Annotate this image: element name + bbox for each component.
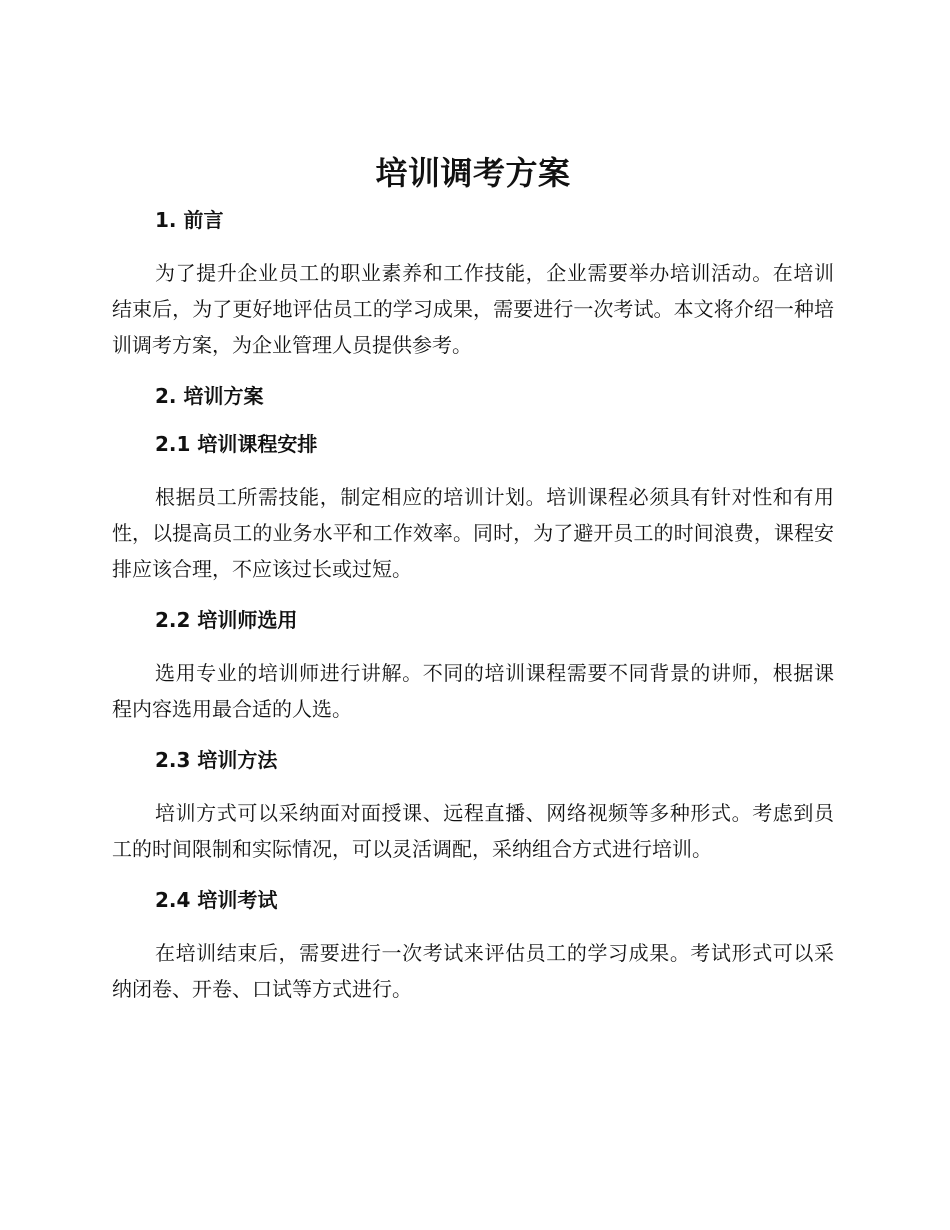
section-heading-preface: 1. 前言 (155, 208, 224, 232)
section-paragraph-training-method: 培训方式可以采纳面对面授课、远程直播、网络视频等多种形式。考虑到员工的时间限制和实际情况，可以灵活调配，采纳组合方式进行培训。 (112, 801, 834, 861)
section-paragraph-preface: 为了提升企业员工的职业素养和工作技能，企业需要举办培训活动。在培训结束后，为了更好地评估员工的学习成果，需要进行一次考试。本文将介绍一种培训调考方案，为企业管理人员提供参考。 (112, 261, 834, 357)
section-paragraph-course-arrangement: 根据员工所需技能，制定相应的培训计划。培训课程必须具有针对性和有用性，以提高员工的业务水平和工作效率。同时，为了避开员工的时间浪费，课程安排应该合理，不应该过长或过短。 (112, 485, 834, 581)
section-heading-trainer-selection: 2.2 培训师选用 (155, 608, 298, 632)
section-heading-training-plan: 2. 培训方案 (155, 384, 264, 408)
document-page (112, 145, 834, 1007)
section-heading-training-method: 2.3 培训方法 (155, 748, 278, 772)
section-heading-training-exam: 2.4 培训考试 (155, 888, 278, 912)
section-paragraph-training-exam: 在培训结束后，需要进行一次考试来评估员工的学习成果。考试形式可以采纳闭卷、开卷、口试等方式进行。 (112, 941, 834, 1001)
section-paragraph-trainer-selection: 选用专业的培训师进行讲解。不同的培训课程需要不同背景的讲师，根据课程内容选用最合适的人选。 (112, 661, 834, 721)
section-heading-course-arrangement: 2.1 培训课程安排 (155, 432, 318, 456)
document-title: 培训调考方案 (375, 154, 571, 192)
